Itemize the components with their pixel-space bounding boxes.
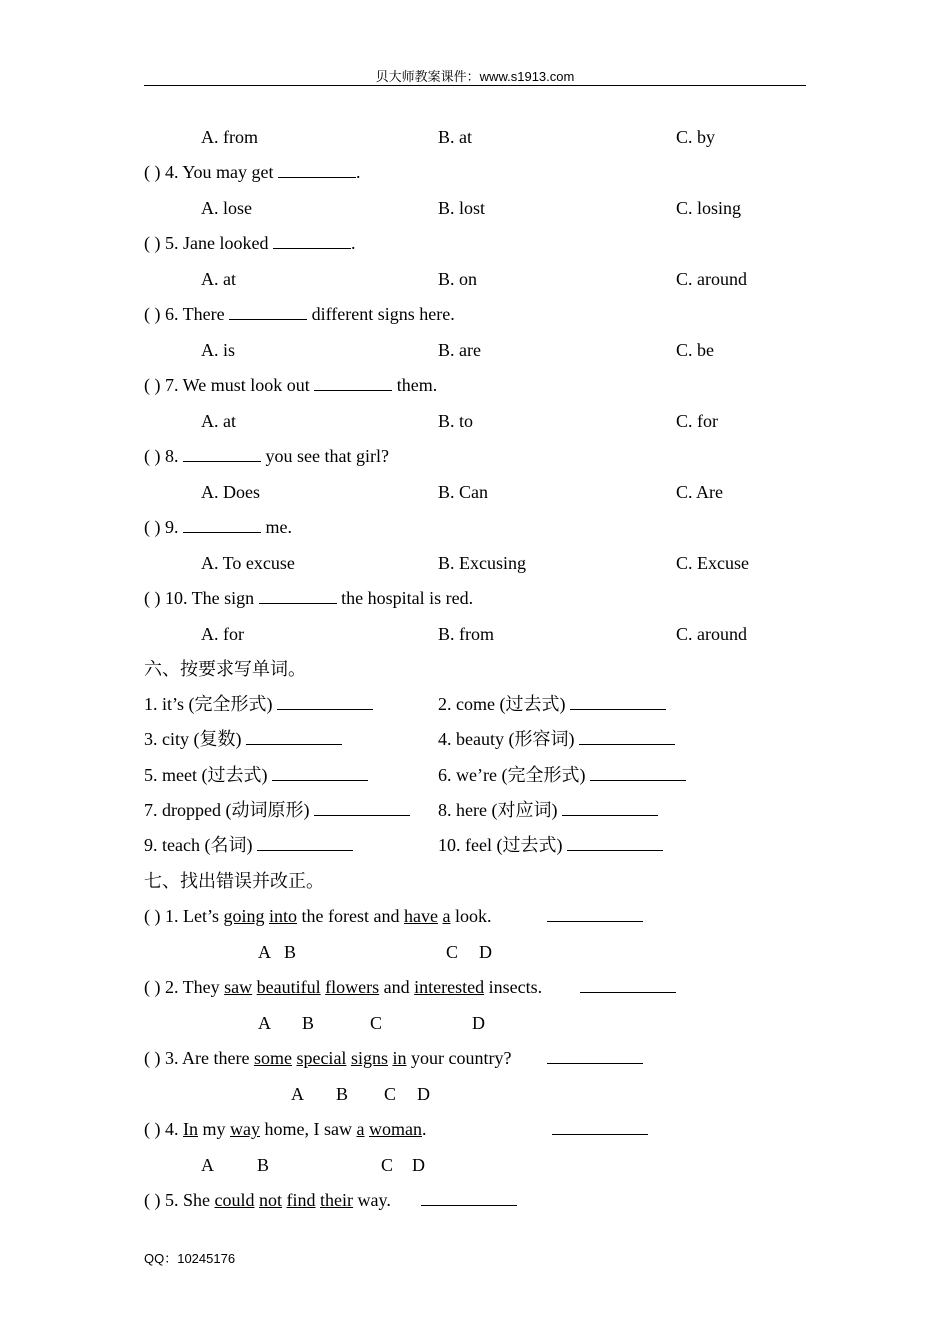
correction-blank [552, 1118, 648, 1140]
option-c: C. around [676, 269, 747, 289]
answer-blank[interactable] [314, 800, 410, 816]
letter-a: A [258, 942, 271, 962]
option-b: B. on [438, 269, 478, 289]
word-item: 10. feel (过去式) [438, 834, 663, 856]
option-b: B. Can [438, 482, 489, 502]
page-header: 贝大师教案课件：www.s1913.com [375, 69, 575, 84]
letter-d: D [417, 1084, 430, 1104]
underlined-word-b: into [269, 906, 298, 926]
option-c: C. around [676, 624, 747, 644]
option-c: C. Excuse [676, 553, 749, 573]
underlined-word-d: woman [369, 1119, 422, 1139]
question-stem: ( ) 4. You may get . [144, 162, 361, 182]
word-item: 7. dropped (动词原形) [144, 799, 410, 821]
option-a: A. To excuse [201, 553, 295, 573]
letter-b: B [284, 942, 297, 962]
letter-c: C [381, 1155, 394, 1175]
option-a: A. Does [201, 482, 260, 502]
word-item: 8. here (对应词) [438, 799, 658, 821]
underlined-word-c: a [356, 1119, 365, 1139]
section-7-title: 七、找出错误并改正。 [144, 871, 324, 891]
answer-blank[interactable] [257, 835, 353, 851]
option-b: B. at [438, 127, 472, 147]
error-question: ( ) 2. They saw beautiful flowers and interested insects. [144, 977, 543, 997]
option-a: A. for [201, 624, 244, 644]
option-b: B. Excusing [438, 553, 526, 573]
option-a: A. at [201, 269, 236, 289]
error-question: ( ) 1. Let’s going into the forest and have a look. [144, 906, 492, 926]
underlined-word-b: not [259, 1190, 283, 1210]
word-item: 3. city (复数) [144, 728, 342, 750]
letter-d: D [479, 942, 492, 962]
underlined-word-b: beautiful [256, 977, 321, 997]
correction-blank [547, 905, 643, 927]
underlined-word-c: flowers [325, 977, 380, 997]
letter-d: D [412, 1155, 425, 1175]
letter-b: B [302, 1013, 315, 1033]
word-item: 4. beauty (形容词) [438, 728, 675, 750]
option-a: A. from [201, 127, 258, 147]
word-item: 6. we’re (完全形式) [438, 764, 686, 786]
answer-blank[interactable] [552, 1119, 648, 1135]
word-item: 9. teach (名词) [144, 834, 353, 856]
answer-blank[interactable] [580, 977, 676, 993]
question-stem: ( ) 6. There different signs here. [144, 304, 455, 324]
underlined-word-b: special [296, 1048, 347, 1068]
question-stem: ( ) 9. me. [144, 517, 292, 537]
answer-blank[interactable] [547, 1048, 643, 1064]
underlined-word-a: In [183, 1119, 198, 1139]
option-b: B. lost [438, 198, 486, 218]
letter-a: A [258, 1013, 271, 1033]
question-stem: ( ) 10. The sign the hospital is red. [144, 588, 474, 608]
header-divider [144, 85, 806, 86]
letter-d: D [472, 1013, 485, 1033]
underlined-word-a: going [223, 906, 265, 926]
answer-blank[interactable] [229, 304, 307, 320]
answer-blank[interactable] [579, 729, 675, 745]
answer-blank[interactable] [273, 233, 351, 249]
word-item: 2. come (过去式) [438, 693, 666, 715]
answer-blank[interactable] [562, 800, 658, 816]
error-question: ( ) 3. Are there some special signs in your country? [144, 1048, 512, 1068]
underlined-word-c: find [286, 1190, 316, 1210]
underlined-word-d: a [442, 906, 451, 926]
answer-blank[interactable] [567, 835, 663, 851]
underlined-word-a: some [253, 1048, 292, 1068]
correction-blank [547, 1047, 643, 1069]
letter-c: C [384, 1084, 397, 1104]
underlined-word-d: in [392, 1048, 407, 1068]
answer-blank[interactable] [547, 906, 643, 922]
correction-blank [421, 1189, 517, 1211]
answer-blank[interactable] [278, 162, 356, 178]
letter-b: B [336, 1084, 349, 1104]
error-question: ( ) 4. In my way home, I saw a woman. [144, 1119, 427, 1139]
question-stem: ( ) 5. Jane looked . [144, 233, 356, 253]
underlined-word-d: their [320, 1190, 354, 1210]
underlined-word-a: saw [224, 977, 253, 997]
question-stem: ( ) 8. you see that girl? [144, 446, 389, 466]
correction-blank [580, 976, 676, 998]
answer-blank[interactable] [570, 694, 666, 710]
option-c: C. for [676, 411, 718, 431]
underlined-word-c: have [403, 906, 438, 926]
answer-blank[interactable] [277, 694, 373, 710]
option-b: B. from [438, 624, 494, 644]
answer-blank[interactable] [259, 588, 337, 604]
answer-blank[interactable] [421, 1190, 517, 1206]
option-c: C. by [676, 127, 716, 147]
page-footer: QQ：10245176 [144, 1251, 236, 1266]
option-c: C. be [676, 340, 714, 360]
section-6-title: 六、按要求写单词。 [144, 659, 306, 679]
letter-a: A [291, 1084, 304, 1104]
letter-b: B [257, 1155, 270, 1175]
option-a: A. lose [201, 198, 252, 218]
letter-c: C [446, 942, 459, 962]
option-a: A. is [201, 340, 236, 360]
letter-a: A [201, 1155, 214, 1175]
answer-blank[interactable] [590, 765, 686, 781]
letter-c: C [370, 1013, 383, 1033]
underlined-word-c: signs [350, 1048, 388, 1068]
option-c: C. Are [676, 482, 723, 502]
answer-blank[interactable] [272, 765, 368, 781]
answer-blank[interactable] [183, 517, 261, 533]
underlined-word-b: way [230, 1119, 261, 1139]
word-item: 5. meet (过去式) [144, 764, 368, 786]
word-item: 1. it’s (完全形式) [144, 693, 373, 715]
answer-blank[interactable] [314, 375, 392, 391]
answer-blank[interactable] [183, 446, 261, 462]
option-c: C. losing [676, 198, 742, 218]
question-stem: ( ) 7. We must look out them. [144, 375, 438, 395]
underlined-word-d: interested [414, 977, 485, 997]
answer-blank[interactable] [246, 729, 342, 745]
underlined-word-a: could [214, 1190, 255, 1210]
error-question: ( ) 5. She could not find their way. [144, 1190, 391, 1210]
option-b: B. are [438, 340, 481, 360]
option-a: A. at [201, 411, 236, 431]
option-b: B. to [438, 411, 474, 431]
